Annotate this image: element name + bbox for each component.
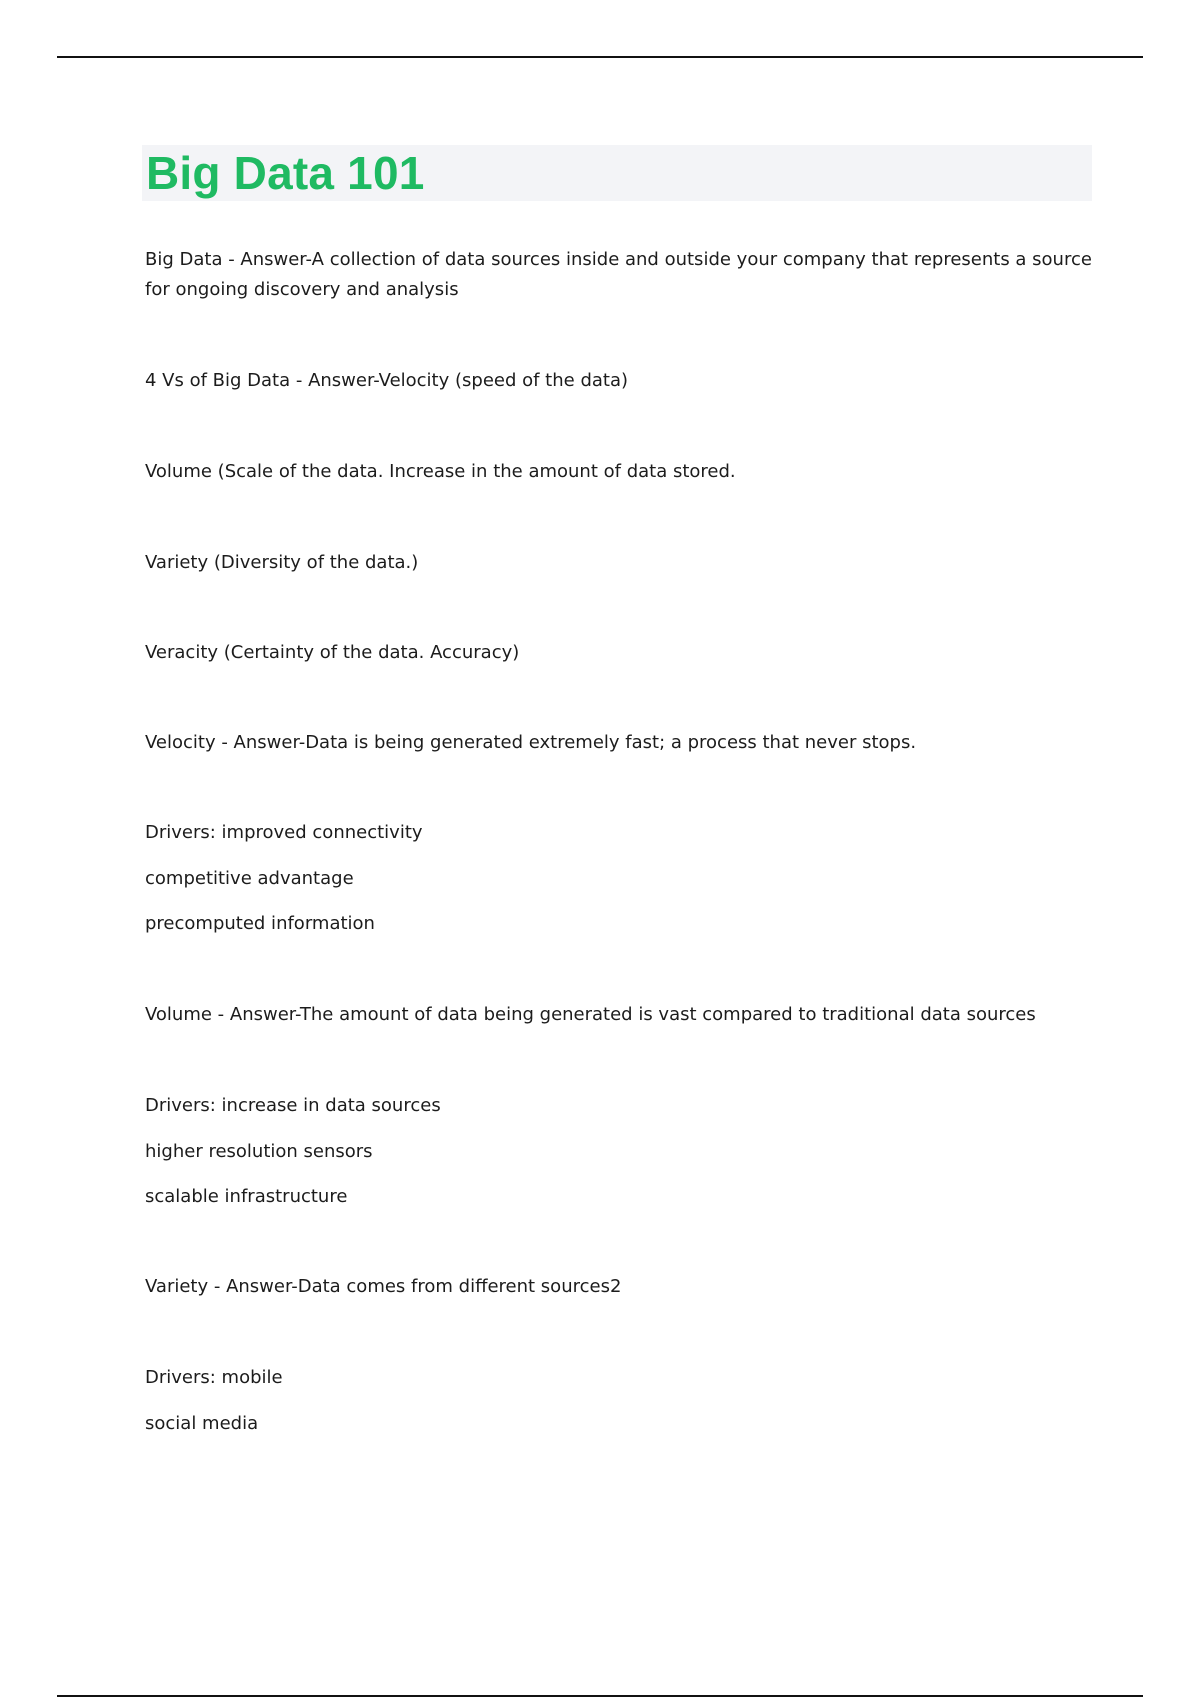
text-line: Volume - Answer-The amount of data being generated is vast compared to traditional data sources bbox=[145, 1004, 1036, 1025]
text-line: 4 Vs of Big Data - Answer-Velocity (speed of the data) bbox=[145, 370, 629, 391]
text-line: Drivers: mobile bbox=[145, 1367, 283, 1388]
text-line: for ongoing discovery and analysis bbox=[145, 279, 459, 300]
text-line: precomputed information bbox=[145, 913, 375, 934]
text-line: Variety - Answer-Data comes from different sources2 bbox=[145, 1276, 622, 1297]
text-line: Velocity - Answer-Data is being generated extremely fast; a process that never stops. bbox=[145, 732, 917, 753]
text-line: Veracity (Certainty of the data. Accuracy) bbox=[145, 642, 520, 663]
text-line: Big Data - Answer-A collection of data sources inside and outside your company that represents a source bbox=[145, 249, 1092, 270]
text-line: Drivers: increase in data sources bbox=[145, 1095, 441, 1116]
text-line: scalable infrastructure bbox=[145, 1186, 348, 1207]
text-line: Drivers: improved connectivity bbox=[145, 822, 423, 843]
text-line: social media bbox=[145, 1413, 259, 1434]
text-line: competitive advantage bbox=[145, 868, 354, 889]
top-rule bbox=[57, 56, 1143, 58]
text-line: Volume (Scale of the data. Increase in the amount of data stored. bbox=[145, 461, 736, 482]
bottom-rule bbox=[57, 1695, 1143, 1697]
text-line: higher resolution sensors bbox=[145, 1141, 373, 1162]
text-line: Variety (Diversity of the data.) bbox=[145, 552, 419, 573]
page-title: Big Data 101 bbox=[146, 147, 425, 199]
